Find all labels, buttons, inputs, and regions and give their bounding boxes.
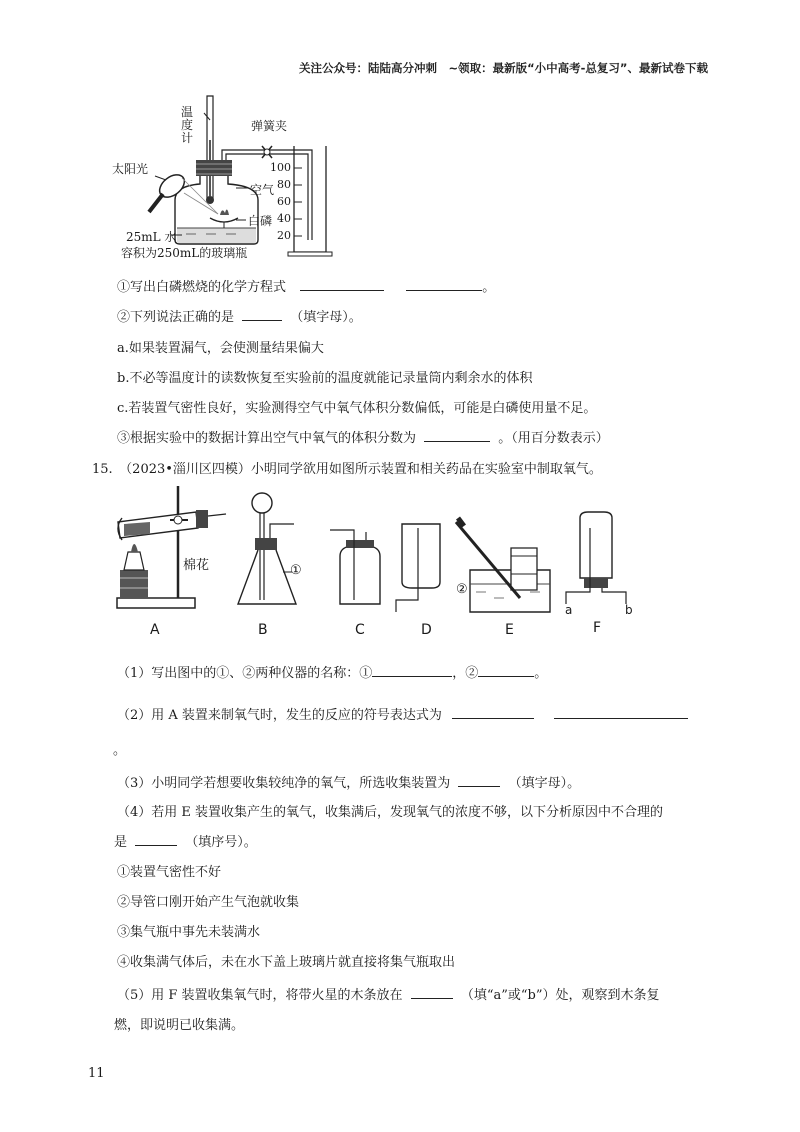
- answer-blank[interactable]: [452, 706, 534, 719]
- q15-part3-hint: （填字母）。: [508, 776, 581, 791]
- q14-sub3-hint: 。（用百分数表示）: [498, 431, 609, 446]
- q15-part1: [117, 662, 547, 681]
- port-a-label: a: [565, 603, 573, 617]
- cylinder-tick-40: 40: [277, 212, 291, 225]
- answer-blank[interactable]: [411, 986, 453, 999]
- apparatus-c: [330, 530, 380, 604]
- apparatus-label-f: F: [593, 620, 602, 636]
- apparatus-d: [396, 524, 440, 612]
- apparatus-a: [117, 486, 226, 608]
- answer-blank[interactable]: [372, 664, 452, 677]
- apparatus-label-d: D: [421, 622, 432, 638]
- apparatus-label-a: A: [150, 622, 160, 638]
- bottle-capacity-label: 容积为250mL的玻璃瓶: [121, 246, 248, 260]
- answer-blank[interactable]: [458, 774, 500, 787]
- instrument-2-label: ②: [456, 582, 468, 597]
- page-number: 11: [88, 1066, 105, 1081]
- q14-sub2-hint: （填字母）。: [290, 310, 362, 325]
- page-header: 关注公众号：陆陆高分冲刺 ~领取：最新版“小中高考-总复习”、最新试卷下载: [298, 61, 708, 75]
- q15-part5-hint: （填“a”或“b”）处，观察到木条复: [460, 988, 660, 1003]
- q14-sub2-text: ②下列说法正确的是: [117, 310, 235, 325]
- reason-3: ③集气瓶中事先未装满水: [117, 925, 261, 940]
- q15-part2-text: （2）用 A 装置来制氧气时，发生的反应的符号表达式为: [117, 708, 442, 723]
- q15-part4-lead: 是: [114, 835, 128, 850]
- answer-blank[interactable]: [135, 833, 177, 846]
- water-label: 25mL 水: [126, 230, 177, 244]
- apparatus-label-b: B: [258, 622, 268, 638]
- cylinder-tick-80: 80: [277, 178, 291, 191]
- q15-part5-line2: 燃，即说明已收集满。: [114, 1018, 245, 1033]
- clamp-label: 弹簧夹: [251, 119, 288, 133]
- q15-part1-mid: ，②: [452, 666, 479, 681]
- apparatus-b: [238, 493, 296, 604]
- q14-option-b: b.不必等温度计的读数恢复至实验前的温度就能记录量筒内剩余水的体积: [117, 371, 533, 386]
- q15-part1-text: （1）写出图中的①、②两种仪器的名称：①: [117, 666, 373, 681]
- reason-4: ④收集满气体后，未在水下盖上玻璃片就直接将集气瓶取出: [117, 955, 456, 970]
- q15-part2-end: 。: [113, 743, 127, 758]
- cylinder-tick-60: 60: [277, 195, 291, 208]
- q14-sub1: ①写出白磷燃烧的化学方程式 。: [117, 280, 496, 295]
- q15-part2: [117, 704, 688, 723]
- q15-title: 15. （2023•淄川区四模）小明同学欲用如图所示装置和相关药品在实验室中制取氧气。: [92, 462, 602, 477]
- air-label: 空气: [250, 183, 275, 197]
- q15-part1-end: 。: [534, 666, 548, 681]
- apparatus-f: [566, 512, 626, 604]
- q14-option-a: a.如果装置漏气，会使测量结果偏大: [117, 341, 324, 356]
- q15-part3: [117, 772, 580, 791]
- q15-part3-text: （3）小明同学若想要收集较纯净的氧气，所选收集装置为: [117, 776, 451, 791]
- q14-option-c: c.若装置气密性良好，实验测得空气中氧气体积分数偏低，可能是白磷使用量不足。: [117, 401, 597, 416]
- phosphorus-label: 白磷: [248, 214, 273, 228]
- apparatus-e: [456, 518, 550, 612]
- apparatus-label-c: C: [355, 622, 365, 638]
- q15-part4-line2: [114, 831, 257, 850]
- reason-2: ②导管口刚开始产生气泡就收集: [117, 895, 300, 910]
- cylinder-tick-100: 100: [270, 161, 291, 174]
- answer-blank[interactable]: [554, 706, 688, 719]
- q15-part5-text: （5）用 F 装置收集氧气时，将带火星的木条放在: [117, 988, 403, 1003]
- q15-part4-hint: （填序号）。: [185, 835, 257, 850]
- answer-blank[interactable]: [478, 664, 534, 677]
- port-b-label: b: [625, 603, 633, 617]
- instrument-1-label: ①: [290, 563, 302, 578]
- q15-part4: （4）若用 E 装置收集产生的氧气，收集满后，发现氧气的浓度不够，以下分析原因中不合理的: [117, 805, 664, 820]
- q14-sub3-text: ③根据实验中的数据计算出空气中氧气的体积分数为: [117, 431, 417, 446]
- apparatus-label-e: E: [505, 622, 514, 638]
- cylinder-tick-20: 20: [277, 229, 291, 242]
- reason-1: ①装置气密性不好: [117, 865, 222, 880]
- q15-part5: [117, 984, 660, 1003]
- thermometer-label: 温度计: [181, 105, 194, 145]
- cotton-label: 棉花: [183, 558, 210, 573]
- sunlight-label: 太阳光: [112, 162, 149, 176]
- q14-sub1-text: ①写出白磷燃烧的化学方程式: [117, 280, 287, 295]
